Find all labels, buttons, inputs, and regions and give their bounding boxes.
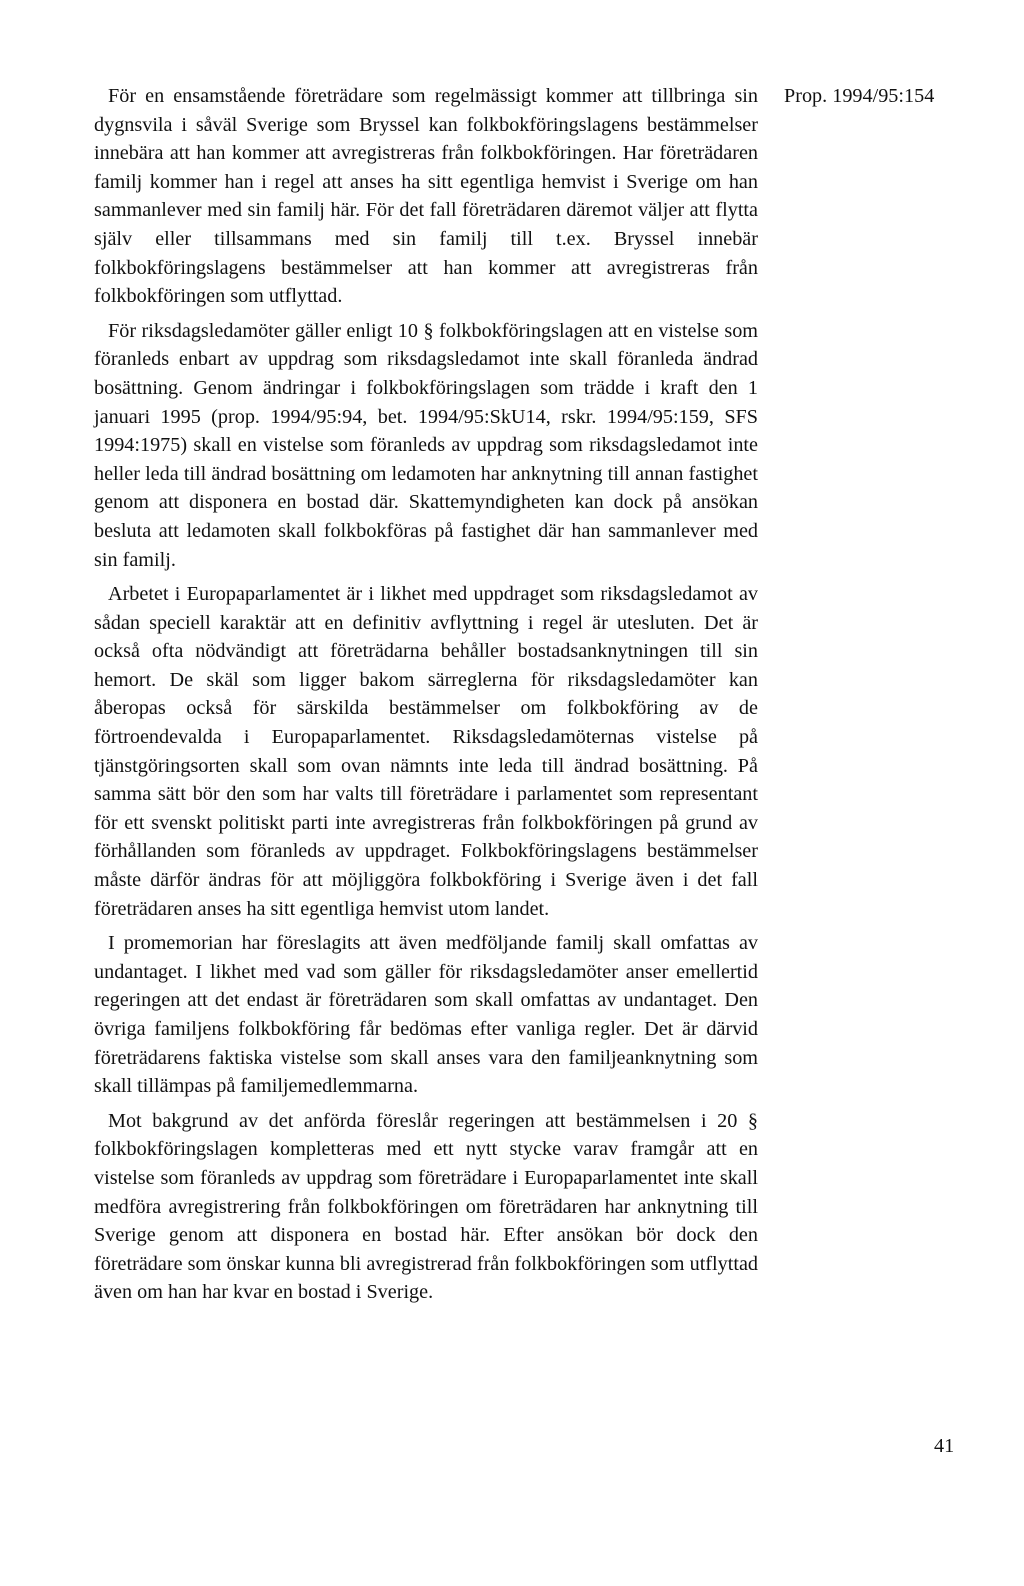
document-body [94,82,758,1313]
margin-reference: Prop. 1994/95:154 [784,85,935,107]
paragraph: Mot bakgrund av det anförda föreslår regeringen att bestämmelsen i 20 § folkbokföringslagen kompletteras med ett nytt stycke varav framgår att en vistelse som föranleds av uppdrag som företrädare i Europaparlamentet inte skall medföra avregistrering från folkbokföringen om företrädaren har anknytning till Sverige genom att disponera en bostad här. Efter ansökan bör dock den företrädare som önskar kunna bli avregistrerad från folkbokföringen som utflyttad även om han har kvar en bostad i Sverige. [94,1109,758,1304]
page-number: 41 [934,1435,955,1457]
paragraph: För en ensamstående företrädare som regelmässigt kommer att tillbringa sin dygnsvila i såväl Sverige som Bryssel kan folkbokföringslagens bestämmelser innebära att han kommer att avregistreras från folkbokföringen. Har företrädaren familj kommer han i regel att anses ha sitt egentliga hemvist i Sverige om han sammanlever med sin familj här. För det fall företrädaren däremot väljer att flytta själv eller tillsammans med sin familj till t.ex. Bryssel innebär folkbokföringslagens bestämmelser att han kommer att avregistreras från folkbokföringen som utflyttad. [94,85,758,308]
paragraph: För riksdagsledamöter gäller enligt 10 § folkbokföringslagen att en vistelse som föranleds enbart av uppdrag som riksdagsledamot inte skall föranleda ändrad bosättning. Genom ändringar i folkbokföringslagen som trädde i kraft den 1 januari 1995 (prop. 1994/95:94, bet. 1994/95:SkU14, rskr. 1994/95:159, SFS 1994:1975) skall en vistelse som föranleds av uppdrag som riksdagsledamot inte heller leda till ändrad bosättning om ledamoten har anknytning till annan fastighet genom att disponera en bostad där. Skattemyndigheten kan dock på ansökan besluta att ledamoten skall folkbokföras på fastighet där han sammanlever med sin familj. [94,319,758,571]
paragraph: Arbetet i Europaparlamentet är i likhet med uppdraget som riksdagsledamot av sådan speciell karaktär att en definitiv avflyttning i regel är utesluten. Det är också ofta nödvändigt att företrädarna behåller bostadsanknytningen till sin hemort. De skäl som ligger bakom särreglerna för riksdagsledamöter kan åberopas också för särskilda bestämmelser om folkbokföring av de förtroendevalda i Europaparlamentet. Riksdagsledamöternas vistelse på tjänstgöringsorten skall som ovan nämnts inte leda till ändrad bosättning. På samma sätt bör den som har valts till företrädare i parlamentet som representant för ett svenskt politiskt parti inte avregistreras från folkbokföringen på grund av förhållanden som föranleds av uppdraget. Folkbokföringslagens bestämmelser måste därför ändras för att möjliggöra folkbokföring i Sverige även i det fall företrädaren anses ha sitt egentliga hemvist utom landet. [94,583,758,920]
paragraph: I promemorian har föreslagits att även medföljande familj skall omfattas av undantaget. I likhet med vad som gäller för riksdagsledamöter anser emellertid regeringen att det endast är företrädaren som skall omfattas av undantaget. Den övriga familjens folkbokföring får bedömas efter vanliga regler. Det är därvid företrädarens faktiska vistelse som skall anses vara den familjeanknytning som skall tillämpas på familjemedlemmarna. [94,932,758,1098]
